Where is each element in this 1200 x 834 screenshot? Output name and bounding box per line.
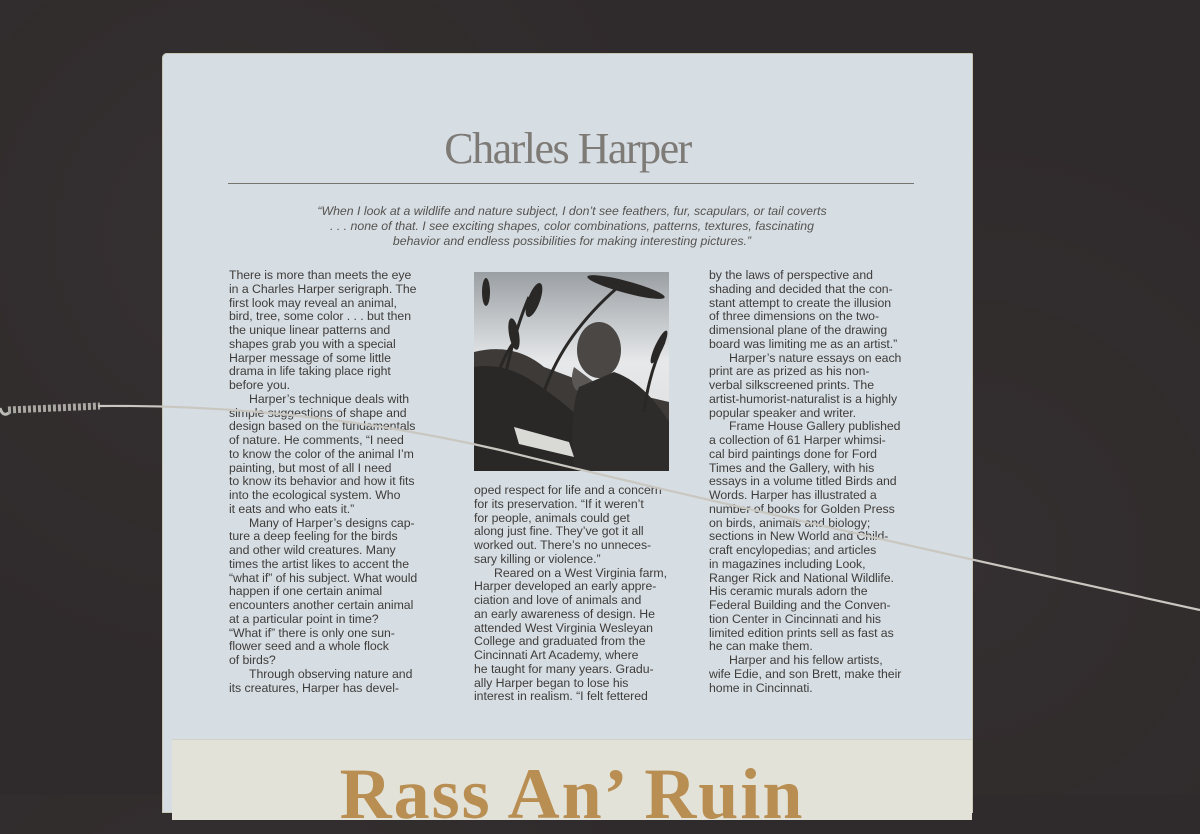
artist-quote <box>272 204 872 249</box>
text-line: shapes grab you with a special <box>229 336 396 351</box>
text-line: by the laws of perspective and <box>709 268 873 282</box>
text-line: times the artist likes to accent the <box>229 556 409 571</box>
text-line: sary killing or violence.” <box>474 551 601 566</box>
print-title-card <box>172 740 972 834</box>
text-line: to know its behavior and how it fits <box>229 474 415 489</box>
text-line: interest in realism. “I felt fettered <box>474 689 648 704</box>
quote-line: . . . none of that. I see exciting shapes, color combinations, patterns, textures, fascinating <box>330 219 814 233</box>
text-line: Harper’s technique deals with <box>249 391 410 406</box>
text-line: dimensional plane of the drawing <box>709 323 888 337</box>
quote-line: “When I look at a wildlife and nature subject, I don’t see feathers, fur, scapulars, or tail coverts <box>317 204 827 218</box>
text-line: Frame House Gallery published <box>729 419 901 434</box>
text-line: ally Harper began to lose his <box>474 675 629 690</box>
column-right <box>709 269 929 695</box>
text-line: he taught for many years. Gradu- <box>474 661 654 676</box>
text-line: Many of Harper’s designs cap- <box>249 515 415 530</box>
text-line: sections in New World and Child- <box>709 529 889 544</box>
text-line: Federal Building and the Conven- <box>709 598 891 612</box>
print-title: Rass An’ Ruin <box>339 754 805 834</box>
text-line: he can make them. <box>709 639 813 654</box>
artist-photo <box>474 272 669 471</box>
text-line: Ranger Rick and National Wildlife. <box>709 570 894 585</box>
text-line: happen if one certain animal <box>229 584 383 599</box>
text-line: bird, tree, some color . . . but then <box>229 309 412 324</box>
text-line: tion Center in Cincinnati and his <box>709 611 881 626</box>
text-line: at a particular point in time? <box>229 611 379 626</box>
text-line: an early awareness of design. He <box>474 606 655 621</box>
text-line: painting, but most of all I need <box>229 460 392 475</box>
text-line: limited edition prints sell as fast as <box>709 625 894 640</box>
text-line: it eats and who eats it.” <box>229 501 355 516</box>
text-line: and other wild creatures. Many <box>229 543 396 557</box>
text-line: print are as prized as his non- <box>709 364 870 379</box>
text-line: before you. <box>229 378 290 392</box>
text-line: flower seed and a whole flock <box>229 639 389 654</box>
text-line: board was limiting me as an artist.” <box>709 336 898 351</box>
text-line: popular speaker and writer. <box>709 405 856 420</box>
portrait-photo-icon <box>474 272 669 471</box>
page-title: Charles Harper <box>444 124 691 173</box>
text-line: on birds, animals and biology; <box>709 515 871 530</box>
text-line: of nature. He comments, “I need <box>229 433 404 447</box>
text-line: Times and the Gallery, with his <box>709 460 875 475</box>
text-line: for its preservation. “If it weren’t <box>474 496 644 511</box>
text-line: artist-humorist-naturalist is a highly <box>709 391 898 406</box>
column-left <box>229 269 449 695</box>
text-line: first look may reveal an animal, <box>229 295 397 310</box>
text-line: “what if” of his subject. What would <box>229 570 418 585</box>
text-line: Through observing nature and <box>249 666 413 681</box>
text-line: to know the color of the animal I’m <box>229 446 414 461</box>
text-line: encounters another certain animal <box>229 598 414 612</box>
text-line: its creatures, Harper has devel- <box>229 680 399 695</box>
text-line: Harper developed an early appre- <box>474 579 657 594</box>
text-line: the unique linear patterns and <box>229 323 391 337</box>
text-line: a collection of 61 Harper whimsi- <box>709 433 886 447</box>
text-line: number of books for Golden Press <box>709 501 895 516</box>
text-line: attended West Virginia Wesleyan <box>474 620 653 635</box>
text-line: shading and decided that the con- <box>709 281 893 296</box>
text-line: College and graduated from the <box>474 634 646 649</box>
text-line: of three dimensions on the two- <box>709 309 880 324</box>
text-line: craft encylopedias; and articles <box>709 543 877 557</box>
text-line: along just fine. They’ve got it all <box>474 524 644 539</box>
text-line: verbal silkscreened prints. The <box>709 378 874 392</box>
quote-line: behavior and endless possibilities for making interesting pictures.” <box>392 234 752 248</box>
text-line: in a Charles Harper serigraph. The <box>229 281 417 296</box>
text-line: home in Cincinnati. <box>709 680 813 695</box>
text-line: stant attempt to create the illusion <box>709 295 892 310</box>
text-line: simple suggestions of shape and <box>229 405 407 420</box>
text-line: wife Edie, and son Brett, make their <box>709 666 902 681</box>
text-line: in magazines including Look, <box>709 556 866 571</box>
text-line: for people, animals could get <box>474 510 630 525</box>
text-line: design based on the fundamentals <box>229 419 416 434</box>
text-line: Harper message of some little <box>229 350 391 365</box>
text-line: Words. Harper has illustrated a <box>709 488 877 502</box>
text-line: Reared on a West Virginia farm, <box>494 565 667 580</box>
text-line: There is more than meets the eye <box>229 268 412 282</box>
title-divider <box>228 183 914 184</box>
text-line: oped respect for life and a concern <box>474 483 662 497</box>
biography-sheet <box>162 53 973 813</box>
text-line: cal bird paintings done for Ford <box>709 446 877 461</box>
text-line: “What if” there is only one sun- <box>229 625 395 640</box>
text-line: Cincinnati Art Academy, where <box>474 648 639 662</box>
column-middle <box>474 484 694 704</box>
text-line: Harper’s nature essays on each <box>729 350 902 365</box>
text-line: His ceramic murals adorn the <box>709 584 868 599</box>
text-line: ture a deep feeling for the birds <box>229 529 398 544</box>
text-line: of birds? <box>229 653 276 667</box>
text-line: worked out. There’s no unneces- <box>474 538 652 552</box>
text-line: Harper and his fellow artists, <box>729 653 883 667</box>
text-line: ciation and love of animals and <box>474 593 642 607</box>
text-line: essays in a volume titled Birds and <box>709 474 897 489</box>
text-line: into the ecological system. Who <box>229 488 401 502</box>
text-line: drama in life taking place right <box>229 364 391 379</box>
